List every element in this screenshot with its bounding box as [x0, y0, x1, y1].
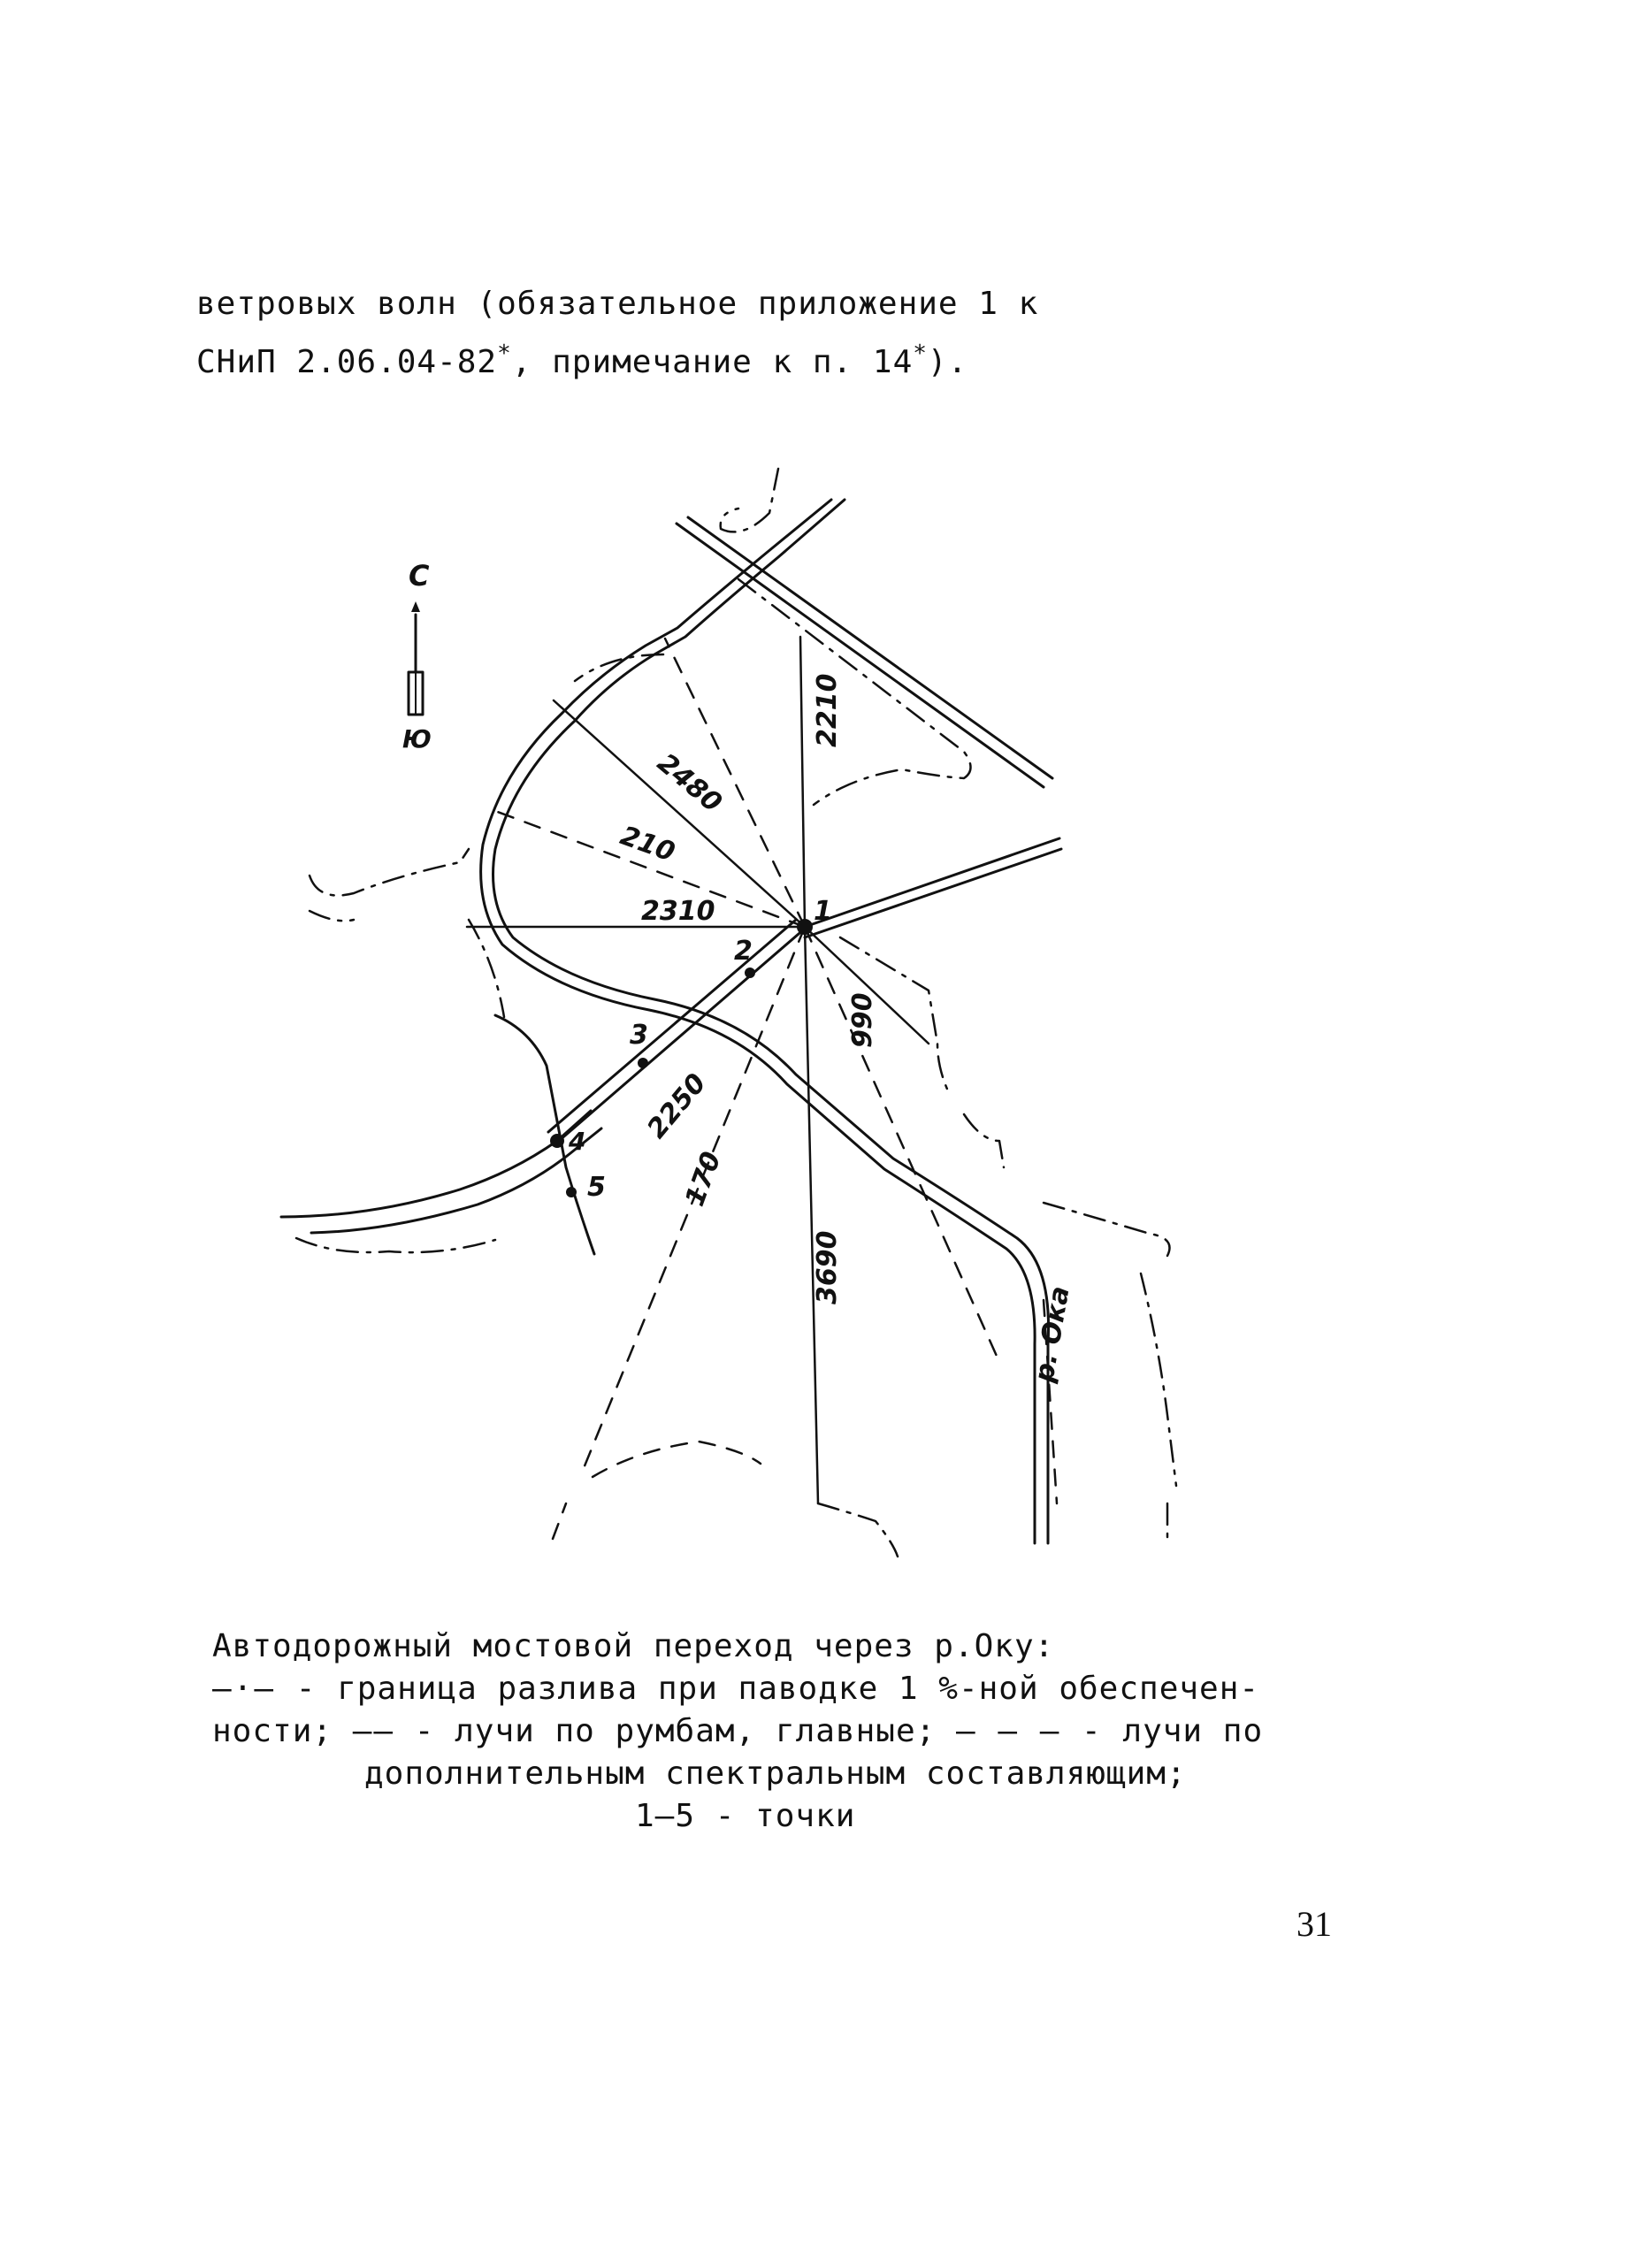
- intro-note: , примечание к п. 14: [511, 344, 914, 380]
- ray-label-2250: 2250: [641, 1067, 713, 1145]
- point-1-label: 1: [814, 896, 832, 927]
- intro-snip: СНиП 2.06.04-82: [196, 344, 498, 380]
- point-2-label: 2: [734, 936, 753, 967]
- caption-continuation: ности;: [212, 1713, 333, 1749]
- caption-line-2: [212, 1668, 1259, 1710]
- compass-south-label: Ю: [402, 724, 432, 753]
- additional-rays: [488, 639, 999, 1472]
- river-main-channel: [481, 500, 1049, 1543]
- ray-label-2210: 2210: [812, 673, 843, 747]
- ray-label-2310: 2310: [641, 896, 715, 927]
- point-5-marker: [566, 1187, 577, 1197]
- flood-boundary: [296, 469, 1176, 1556]
- intro-asterisk-2: *: [913, 340, 928, 367]
- dashed-line-legend-symbol: – – – -: [956, 1713, 1103, 1749]
- page-number: 31: [1296, 1904, 1332, 1944]
- caption-line-3: [212, 1710, 1263, 1753]
- ray-label-3690: 3690: [812, 1230, 843, 1304]
- point-3-marker: [638, 1058, 648, 1068]
- intro-asterisk: *: [497, 340, 512, 367]
- intro-line-1: ветровых волн (обязательное приложение 1 к: [196, 286, 1039, 322]
- solid-line-legend-symbol: ——: [352, 1713, 395, 1749]
- intro-end: ).: [927, 344, 968, 380]
- point-4-label: 4: [569, 1127, 586, 1156]
- ray-label-2480: 2480: [651, 747, 728, 819]
- compass-arrow-icon: [409, 601, 423, 715]
- dash-dot-legend-symbol: —·— -: [212, 1671, 317, 1707]
- flood-boundary-extra: [553, 1300, 1057, 1539]
- ray-label-170: 170: [679, 1147, 728, 1211]
- point-4-marker: [550, 1134, 564, 1148]
- caption-line-5: 1–5 - точки: [635, 1798, 856, 1834]
- caption-main-rays-text: - лучи по румбам, главные;: [414, 1713, 937, 1749]
- caption-flood-boundary-text: граница разлива при паводке 1 %-ной обеспечен-: [337, 1671, 1260, 1707]
- caption-line-1: Автодорожный мостовой переход через р.Оку:: [212, 1628, 1055, 1664]
- point-markers: [550, 919, 813, 1197]
- caption-line-4: дополнительным спектральным составляющим;: [364, 1755, 1187, 1792]
- ray-label-210: 210: [616, 820, 679, 868]
- point-3-label: 3: [630, 1020, 648, 1051]
- point-1-marker: [797, 919, 813, 935]
- caption-additional-rays-text: лучи по: [1122, 1713, 1264, 1749]
- river-oka-label: р. Ока: [1029, 1283, 1076, 1385]
- ray-label-990: 990: [847, 992, 878, 1048]
- point-5-label: 5: [587, 1172, 606, 1203]
- main-rays: [467, 637, 929, 1503]
- point-2-marker: [745, 968, 755, 978]
- compass-north-label: С: [409, 559, 430, 593]
- river-tributary: [281, 1015, 601, 1254]
